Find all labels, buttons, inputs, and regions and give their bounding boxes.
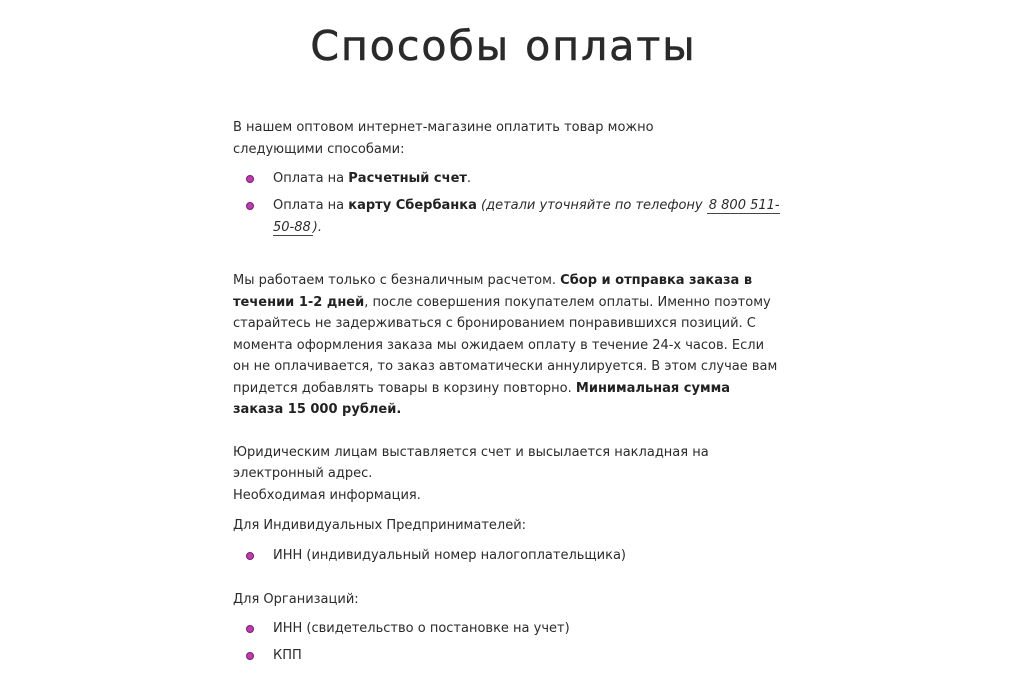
method-prefix: Оплата на (273, 198, 349, 213)
list-item (233, 545, 793, 572)
org-item-text: КПП (273, 648, 302, 663)
bullet-dot-icon (246, 202, 254, 210)
page-title: Способы оплаты (310, 22, 697, 70)
cashless-text-2: , после совершения покупателем оплаты. Именно поэтому старайтесь не задерживаться с бронированием понравившихся позиций. С момента оформления заказа мы ожидаем оплату в течение 24-х часов. Если он не оплачивается, то заказ автоматически аннулируется. В этом случае вам придется добавлять товары в корзину повторно. (233, 294, 778, 396)
legal-text: Юридическим лицам выставляется счет и высылается накладная на электронный адрес. (233, 444, 709, 481)
cashless-text-1: Мы работаем только с безналичным расчетом. (233, 273, 561, 288)
method-note: (детали уточняйте по телефону (476, 198, 707, 213)
payment-methods-list (233, 168, 793, 235)
list-item (233, 618, 793, 645)
intro-text: В нашем оптовом интернет-магазине оплатить товар можно следующими способами: (233, 120, 654, 157)
method-bold: карту Сбербанка (348, 198, 477, 213)
phone-link[interactable]: 8 800 511-50-88 (273, 198, 780, 235)
method-end: ). (312, 219, 322, 235)
bullet-dot-icon (246, 552, 254, 560)
ip-requirements-list (233, 545, 793, 572)
cashless-bold-1: Сбор и отправка заказа в течении 1-2 дней (233, 273, 753, 310)
ip-heading: Для Индивидуальных Предпринимателей: (233, 518, 527, 533)
method-bold: Расчетный счет (348, 171, 467, 186)
org-item-text: ИНН (свидетельство о постановке на учет) (273, 621, 570, 636)
method-prefix: Оплата на (273, 171, 349, 186)
org-requirements-list (233, 618, 793, 672)
cashless-bold-2: Минимальная сумма заказа 15 000 рублей. (233, 380, 731, 417)
legal-info-label: Необходимая информация. (233, 487, 421, 503)
bullet-dot-icon (246, 652, 254, 660)
list-item (233, 168, 793, 195)
ip-item-text: ИНН (индивидуальный номер налогоплательщика) (273, 547, 626, 563)
list-item (233, 195, 793, 235)
cashless-paragraph (233, 270, 778, 421)
org-heading: Для Организаций: (233, 591, 359, 607)
method-suffix: . (466, 171, 472, 186)
list-item (233, 645, 793, 672)
bullet-dot-icon (246, 175, 254, 183)
payment-content (233, 117, 793, 672)
bullet-dot-icon (246, 625, 254, 633)
